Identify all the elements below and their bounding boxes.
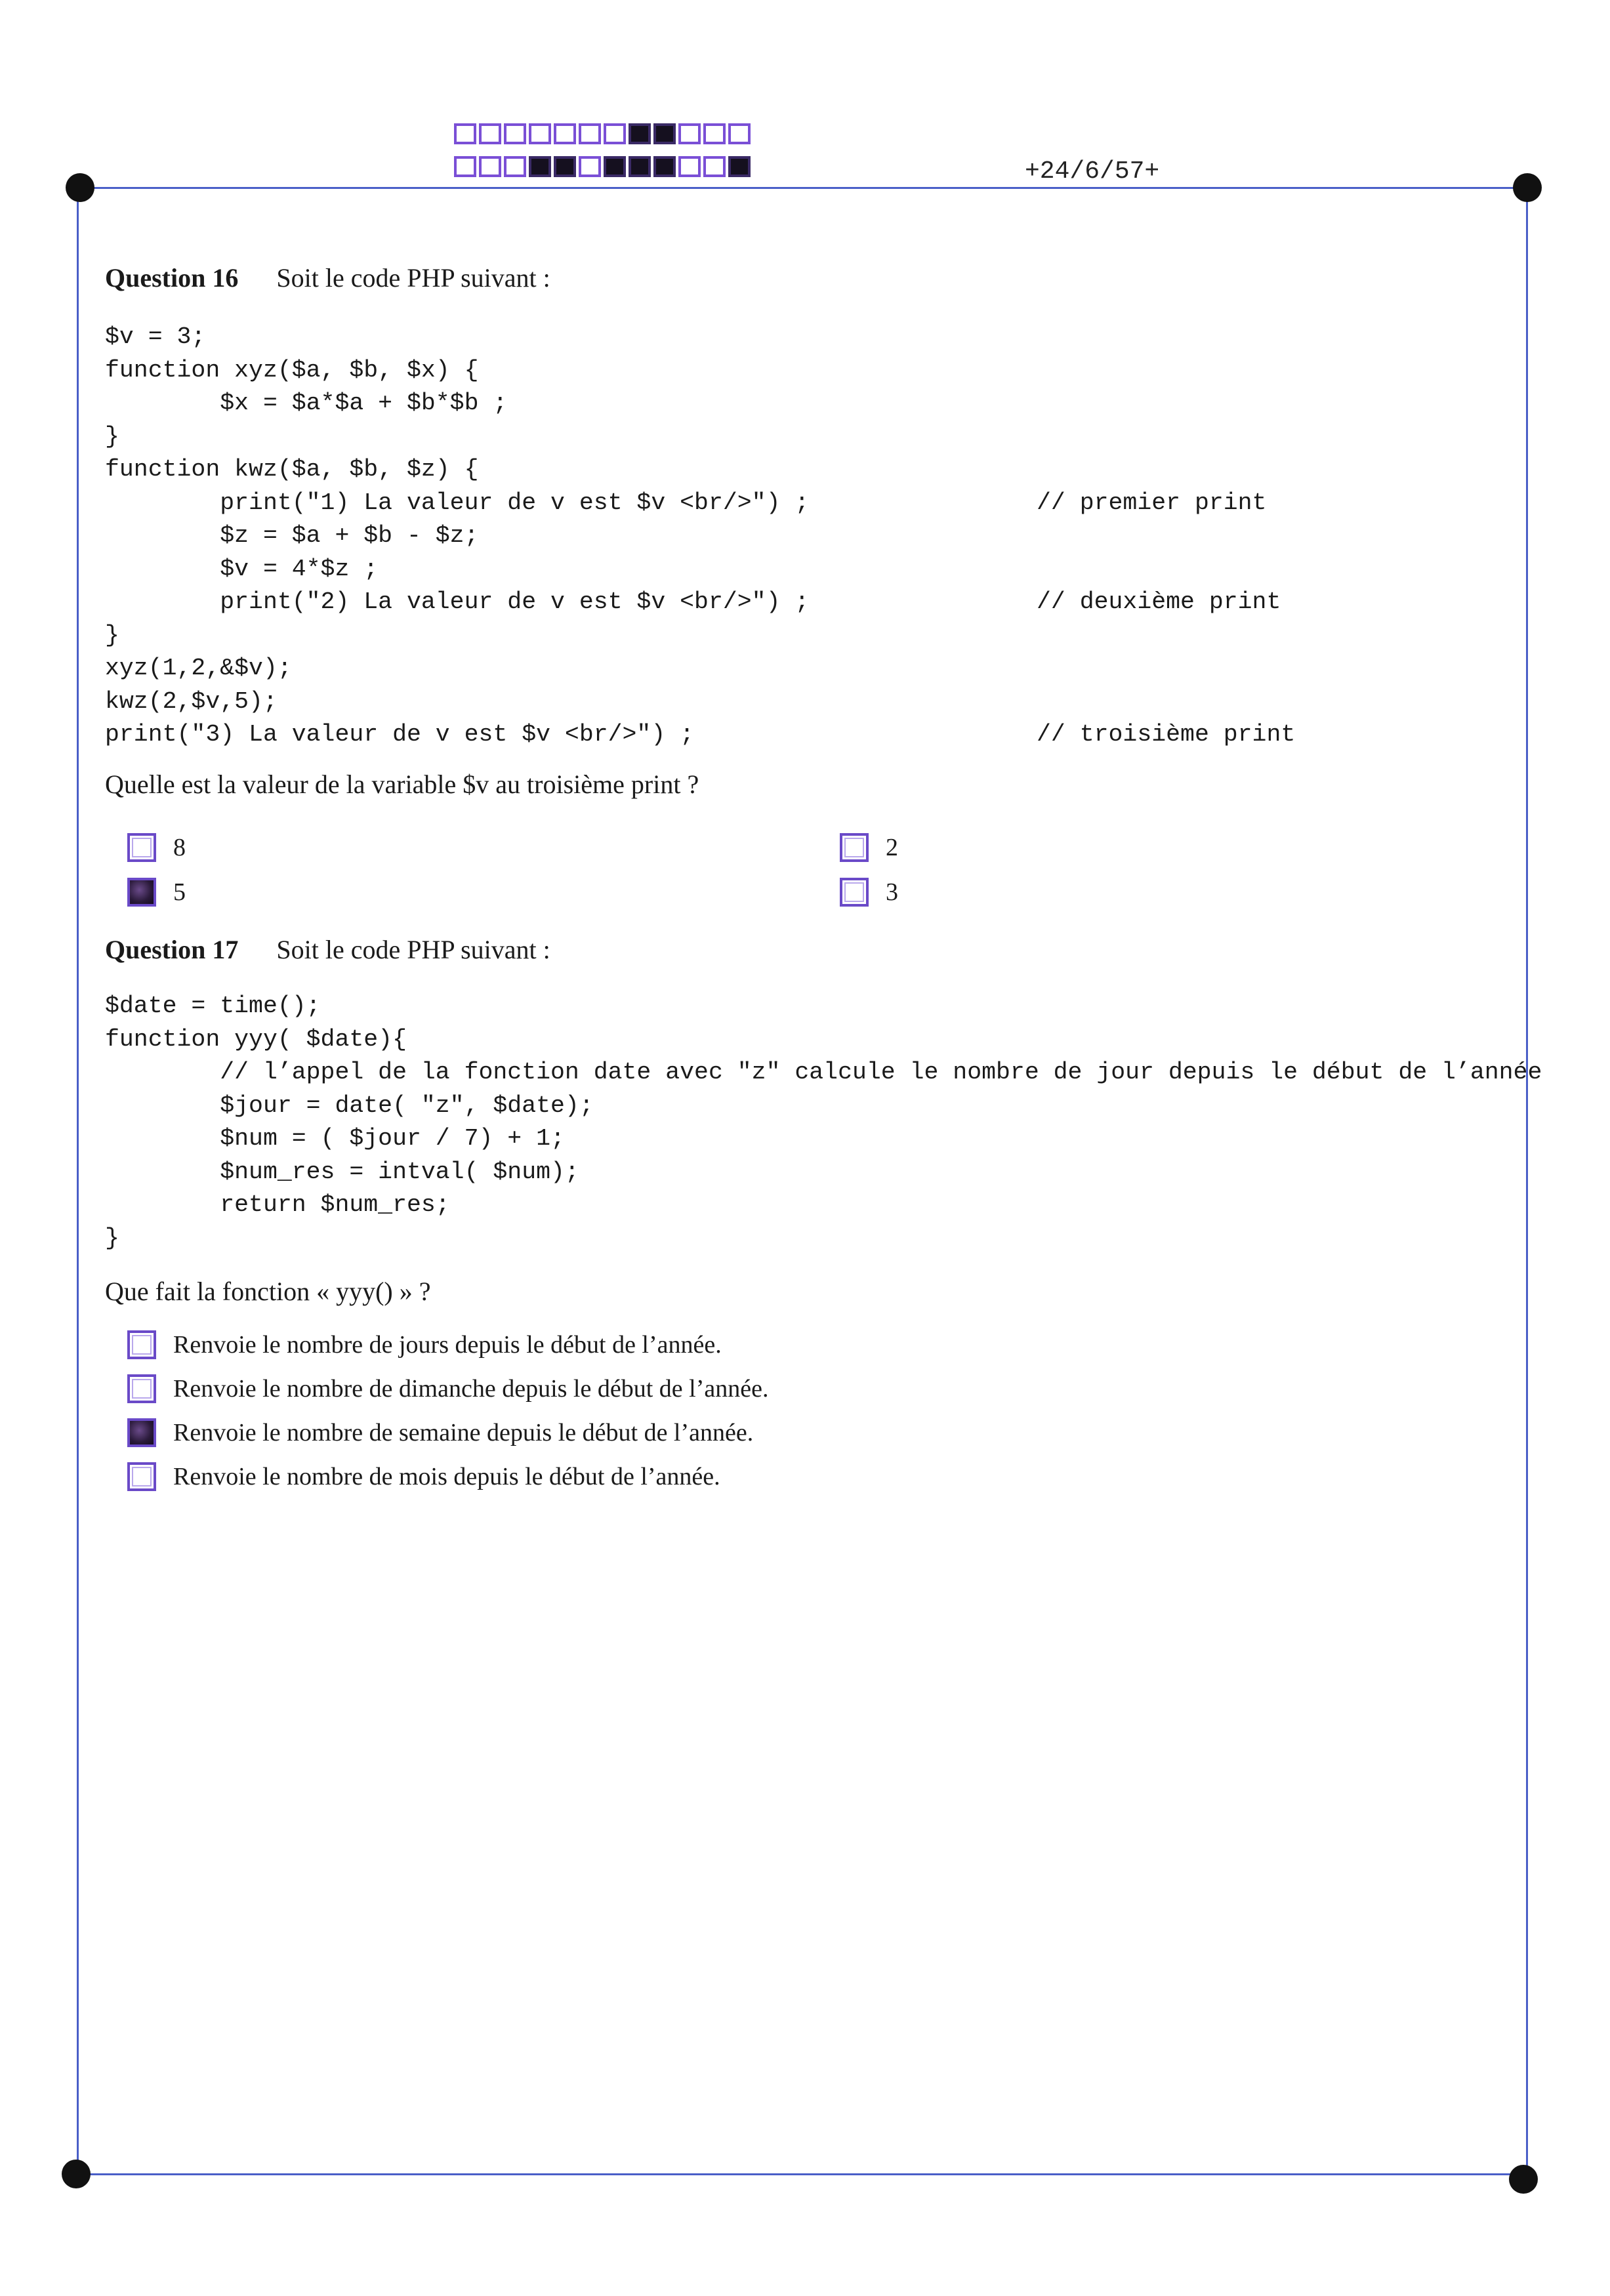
q16-answer-2[interactable] — [840, 833, 898, 862]
code-cell — [579, 156, 601, 177]
corner-mark-top-left — [66, 173, 94, 202]
page-id: +24/6/57+ — [1025, 157, 1160, 186]
question-16-code-block — [105, 321, 1296, 752]
code-text: $num = ( $jour / 7) + 1; — [105, 1125, 565, 1152]
code-line — [105, 1023, 1542, 1057]
code-line — [105, 553, 809, 586]
code-cell — [653, 123, 676, 144]
code-line — [105, 1090, 1542, 1123]
code-comment: // premier print — [1037, 489, 1267, 516]
q17-answer-label: Renvoie le nombre de mois depuis le début de l’année. — [173, 1463, 720, 1490]
code-cell — [703, 123, 726, 144]
code-text: $v = 3; — [105, 323, 206, 350]
question-16-label: Question 16 — [105, 263, 239, 293]
code-text: $date = time(); — [105, 993, 321, 1019]
question-17-label: Question 17 — [105, 935, 239, 964]
binary-code-row-1 — [454, 123, 751, 144]
code-line — [105, 686, 809, 719]
corner-mark-top-right — [1513, 173, 1542, 202]
q16-answer-5[interactable] — [127, 878, 186, 907]
question-16-heading — [105, 262, 550, 293]
code-text: kwz(2,$v,5); — [105, 687, 278, 715]
code-line — [105, 990, 1542, 1023]
code-line — [105, 321, 809, 354]
question-17-code-block — [105, 990, 1542, 1255]
code-comment: // troisième print — [1037, 721, 1296, 748]
frame-top-line — [81, 187, 1529, 189]
code-line — [105, 487, 1267, 520]
code-cell — [479, 156, 501, 177]
q17-answer-label: Renvoie le nombre de dimanche depuis le début de l’année. — [173, 1375, 769, 1403]
code-text: function xyz($a, $b, $x) { — [105, 356, 479, 384]
code-line — [105, 1189, 1542, 1222]
code-text: function yyy( $date){ — [105, 1025, 407, 1053]
q16-answer-label: 3 — [886, 878, 898, 906]
frame-left-line — [77, 187, 79, 2175]
q16-answer-label: 2 — [886, 834, 898, 861]
code-cell — [629, 156, 651, 177]
code-text: print("2) La valeur de v est $v <br/>") ; — [105, 588, 810, 615]
q16-answer-label: 5 — [173, 878, 186, 906]
q17-checkbox-dimanche[interactable] — [127, 1374, 156, 1403]
q17-checkbox-jours[interactable] — [127, 1330, 156, 1359]
code-text: $z = $a + $b - $z; — [105, 522, 479, 549]
code-cell — [703, 156, 726, 177]
code-cell — [728, 123, 751, 144]
q17-answer-label: Renvoie le nombre de semaine depuis le début de l’année. — [173, 1419, 754, 1446]
code-line — [105, 1056, 1542, 1090]
q17-checkbox-semaine[interactable] — [127, 1418, 156, 1447]
code-text: print("3) La valeur de v est $v <br/>") ; — [105, 721, 695, 748]
q17-checkbox-mois[interactable] — [127, 1462, 156, 1491]
code-line — [105, 453, 809, 487]
binary-code-row-2 — [454, 156, 751, 177]
code-cell — [629, 123, 651, 144]
corner-mark-bottom-right — [1509, 2165, 1538, 2194]
q17-answer-semaine[interactable] — [127, 1418, 753, 1447]
q16-checkbox-5[interactable] — [127, 878, 156, 907]
code-text: xyz(1,2,&$v); — [105, 655, 292, 682]
code-line — [105, 652, 809, 686]
question-17-prompt: Que fait la fonction « yyy() » ? — [105, 1277, 431, 1306]
code-cell — [678, 123, 701, 144]
code-text: $x = $a*$a + $b*$b ; — [105, 390, 508, 417]
corner-mark-bottom-left — [62, 2160, 91, 2188]
code-text: // l’appel de la fonction date avec "z" calcule le nombre de jour depuis le début de l’année — [105, 1059, 1542, 1086]
code-text: return $num_res; — [105, 1191, 450, 1218]
code-cell — [554, 123, 576, 144]
code-cell — [504, 156, 526, 177]
q16-answer-8[interactable] — [127, 833, 186, 862]
question-17-heading — [105, 934, 550, 965]
q17-answer-jours[interactable] — [127, 1330, 722, 1359]
code-line — [105, 718, 1296, 752]
code-line — [105, 420, 809, 454]
code-text: } — [105, 621, 119, 649]
code-cell — [579, 123, 601, 144]
q16-checkbox-2[interactable] — [840, 833, 869, 862]
code-text: print("1) La valeur de v est $v <br/>") ; — [105, 489, 810, 516]
code-line — [105, 387, 809, 420]
q17-answer-mois[interactable] — [127, 1462, 720, 1491]
code-cell — [529, 156, 551, 177]
code-line — [105, 354, 809, 388]
code-text: $v = 4*$z ; — [105, 555, 379, 583]
code-cell — [678, 156, 701, 177]
q16-checkbox-3[interactable] — [840, 878, 869, 907]
code-cell — [454, 123, 476, 144]
code-cell — [554, 156, 576, 177]
q16-answer-3[interactable] — [840, 878, 898, 907]
code-line — [105, 1222, 1542, 1256]
code-cell — [728, 156, 751, 177]
question-16-intro: Soit le code PHP suivant : — [276, 263, 550, 293]
code-comment: // deuxième print — [1037, 588, 1281, 615]
code-cell — [604, 156, 626, 177]
code-text: $num_res = intval( $num); — [105, 1158, 579, 1185]
code-cell — [479, 123, 501, 144]
code-cell — [454, 156, 476, 177]
code-cell — [529, 123, 551, 144]
q16-answer-label: 8 — [173, 834, 186, 861]
code-line — [105, 619, 809, 653]
q17-answer-dimanche[interactable] — [127, 1374, 768, 1403]
question-16-prompt: Quelle est la valeur de la variable $v au troisième print ? — [105, 769, 699, 799]
code-cell — [653, 156, 676, 177]
code-text: } — [105, 422, 119, 450]
q16-checkbox-8[interactable] — [127, 833, 156, 862]
question-17-intro: Soit le code PHP suivant : — [276, 935, 550, 964]
code-line — [105, 1122, 1542, 1156]
code-line — [105, 1156, 1542, 1189]
code-line — [105, 586, 1281, 619]
code-cell — [604, 123, 626, 144]
q17-answer-label: Renvoie le nombre de jours depuis le début de l’année. — [173, 1331, 722, 1359]
code-text: function kwz($a, $b, $z) { — [105, 456, 479, 483]
frame-bottom-line — [77, 2173, 1528, 2175]
code-text: $jour = date( "z", $date); — [105, 1092, 594, 1119]
code-cell — [504, 123, 526, 144]
code-line — [105, 520, 809, 553]
code-text: } — [105, 1224, 119, 1252]
